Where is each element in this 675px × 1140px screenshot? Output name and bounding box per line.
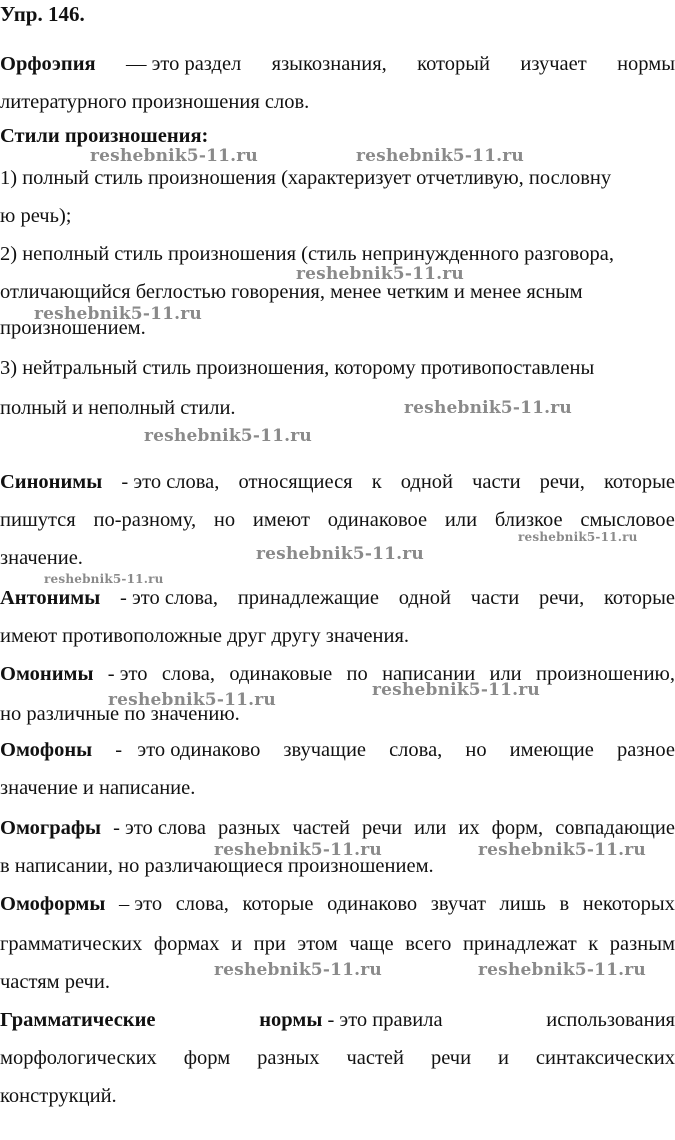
homographs-line-2: в написании, но различающиеся произношением. bbox=[0, 855, 434, 877]
watermark: reshebnik5-11.ru bbox=[144, 426, 312, 446]
word: одинаково bbox=[327, 893, 418, 915]
word: речи bbox=[430, 1047, 472, 1069]
antonyms-line-1 bbox=[0, 586, 675, 610]
word: но bbox=[213, 509, 236, 531]
antonyms-line-2: имеют противоположные друг другу значения. bbox=[0, 625, 410, 647]
word: форм bbox=[183, 1047, 231, 1069]
word: их bbox=[458, 817, 480, 839]
grammar-norms-line-2 bbox=[0, 1046, 675, 1070]
style-item-2-line-3: произношением. bbox=[0, 317, 146, 339]
watermark: reshebnik5-11.ru bbox=[478, 840, 646, 860]
synonyms-term: Синонимы bbox=[0, 471, 103, 493]
word: написании bbox=[382, 663, 476, 685]
homonyms-line-1 bbox=[0, 662, 675, 686]
watermark: reshebnik5-11.ru bbox=[518, 530, 638, 544]
word: части bbox=[470, 587, 520, 609]
homographs-line-1 bbox=[0, 816, 675, 840]
word: речи, bbox=[538, 587, 585, 609]
word: принадлежат bbox=[462, 933, 577, 955]
word: нормы bbox=[617, 53, 675, 75]
word: слова, bbox=[161, 663, 216, 685]
word: которые bbox=[604, 471, 675, 493]
word: разных bbox=[257, 1047, 320, 1069]
word: к bbox=[588, 933, 599, 955]
word: - это правила bbox=[327, 1009, 443, 1031]
word: и bbox=[231, 933, 243, 955]
word: частей bbox=[346, 1047, 405, 1069]
word: звучат bbox=[430, 893, 486, 915]
word: языкознания, bbox=[271, 53, 387, 75]
word: разных bbox=[217, 817, 281, 839]
word: относящиеся bbox=[238, 471, 353, 493]
word: речи, bbox=[539, 471, 585, 493]
watermark: reshebnik5-11.ru bbox=[214, 960, 382, 980]
word: использования bbox=[546, 1009, 675, 1031]
synonyms-line-2 bbox=[0, 508, 675, 532]
word: при bbox=[253, 933, 286, 955]
word: которые bbox=[242, 893, 314, 915]
word: произношению, bbox=[535, 663, 675, 685]
watermark: reshebnik5-11.ru bbox=[296, 264, 464, 284]
word: который bbox=[417, 53, 490, 75]
orthoepy-line-2: литературного произношения слов. bbox=[0, 91, 310, 113]
style-item-3-line-2: полный и неполный стили. bbox=[0, 397, 236, 419]
watermark: reshebnik5-11.ru bbox=[404, 398, 572, 418]
word: форм, bbox=[491, 817, 544, 839]
word: разное bbox=[616, 739, 675, 761]
grammar-norms-term-2: нормы bbox=[259, 1009, 323, 1031]
word: - это одинаково bbox=[115, 739, 261, 761]
word: - это слова bbox=[113, 817, 206, 839]
word: которые bbox=[604, 587, 675, 609]
style-item-2-line-2: отличающийся беглостью говорения, менее четким и менее ясным bbox=[0, 281, 583, 303]
word: изучает bbox=[520, 53, 587, 75]
exercise-title: Упр. 146. bbox=[0, 2, 85, 26]
word: или bbox=[414, 817, 447, 839]
homoforms-line-2 bbox=[0, 932, 675, 956]
style-item-3-line-1: 3) нейтральный стиль произношения, которому противопоставлены bbox=[0, 357, 595, 379]
word: близкое bbox=[494, 509, 563, 531]
homographs-term: Омографы bbox=[0, 817, 102, 839]
orthoepy-term: Орфоэпия bbox=[0, 53, 96, 75]
word: всего bbox=[405, 933, 452, 955]
orthoepy-line-1 bbox=[0, 52, 675, 76]
word: смысловое bbox=[580, 509, 675, 531]
word: в bbox=[559, 893, 570, 915]
word: – это bbox=[118, 893, 163, 915]
homonyms-term: Омонимы bbox=[0, 663, 94, 685]
word: и bbox=[497, 1047, 509, 1069]
word: чаще bbox=[349, 933, 394, 955]
word: этом bbox=[297, 933, 338, 955]
word: частей bbox=[292, 817, 350, 839]
synonyms-line-3: значение. bbox=[0, 547, 83, 569]
word: одинаковые bbox=[229, 663, 333, 685]
word: по-разному, bbox=[93, 509, 197, 531]
style-item-1-line-2: ю речь); bbox=[0, 205, 72, 227]
word: одинаковое bbox=[327, 509, 428, 531]
word: принадлежащие bbox=[237, 587, 379, 609]
word: имеют bbox=[252, 509, 310, 531]
word: или bbox=[489, 663, 522, 685]
word: по bbox=[346, 663, 368, 685]
word: пишутся bbox=[0, 509, 76, 531]
homoforms-line-1 bbox=[0, 892, 675, 916]
word: одной bbox=[398, 587, 452, 609]
word: имеющие bbox=[509, 739, 594, 761]
grammar-norms-line-3: конструкций. bbox=[0, 1085, 117, 1107]
word: одной bbox=[400, 471, 454, 493]
word: некоторых bbox=[582, 893, 675, 915]
word: - это слова, bbox=[121, 471, 220, 493]
word: синтаксических bbox=[535, 1047, 675, 1069]
synonyms-line-1 bbox=[0, 470, 675, 494]
homophones-term: Омофоны bbox=[0, 739, 93, 761]
watermark: reshebnik5-11.ru bbox=[108, 690, 276, 710]
antonyms-term: Антонимы bbox=[0, 587, 101, 609]
word: слова, bbox=[175, 893, 229, 915]
word: — это раздел bbox=[125, 53, 242, 75]
homoforms-term: Омоформы bbox=[0, 893, 106, 915]
styles-heading: Стили произношения: bbox=[0, 125, 209, 147]
word: разным bbox=[609, 933, 675, 955]
grammar-norms-line-1 bbox=[0, 1008, 675, 1032]
word: речи bbox=[362, 817, 403, 839]
homoforms-line-3: частям речи. bbox=[0, 971, 110, 993]
word: морфологических bbox=[0, 1047, 157, 1069]
word: звучащие bbox=[283, 739, 367, 761]
grammar-norms-term-1: Грамматические bbox=[0, 1009, 156, 1031]
watermark: reshebnik5-11.ru bbox=[478, 960, 646, 980]
word: части bbox=[472, 471, 521, 493]
word: - это bbox=[107, 663, 148, 685]
word: но bbox=[465, 739, 487, 761]
word: грамматических bbox=[0, 933, 143, 955]
word: - это слова, bbox=[120, 587, 219, 609]
word: слова, bbox=[389, 739, 443, 761]
watermark: reshebnik5-11.ru bbox=[372, 680, 540, 700]
watermark: reshebnik5-11.ru bbox=[256, 544, 424, 564]
watermark: reshebnik5-11.ru bbox=[90, 146, 258, 166]
style-item-1-line-1: 1) полный стиль произношения (характеризует отчетливую, пословну bbox=[0, 167, 612, 189]
word: лишь bbox=[499, 893, 546, 915]
word: или bbox=[444, 509, 478, 531]
style-item-2-line-1: 2) неполный стиль произношения (стиль непринужденного разговора, bbox=[0, 243, 614, 265]
watermark: reshebnik5-11.ru bbox=[356, 146, 524, 166]
homonyms-line-2: но различные по значению. bbox=[0, 703, 240, 725]
watermark: reshebnik5-11.ru bbox=[44, 572, 164, 586]
watermark: reshebnik5-11.ru bbox=[214, 840, 382, 860]
word: совпадающие bbox=[555, 817, 675, 839]
watermark: reshebnik5-11.ru bbox=[34, 304, 202, 324]
word: к bbox=[371, 471, 382, 493]
word: формах bbox=[153, 933, 220, 955]
homophones-line-1 bbox=[0, 738, 675, 762]
homophones-line-2: значение и написание. bbox=[0, 777, 196, 799]
